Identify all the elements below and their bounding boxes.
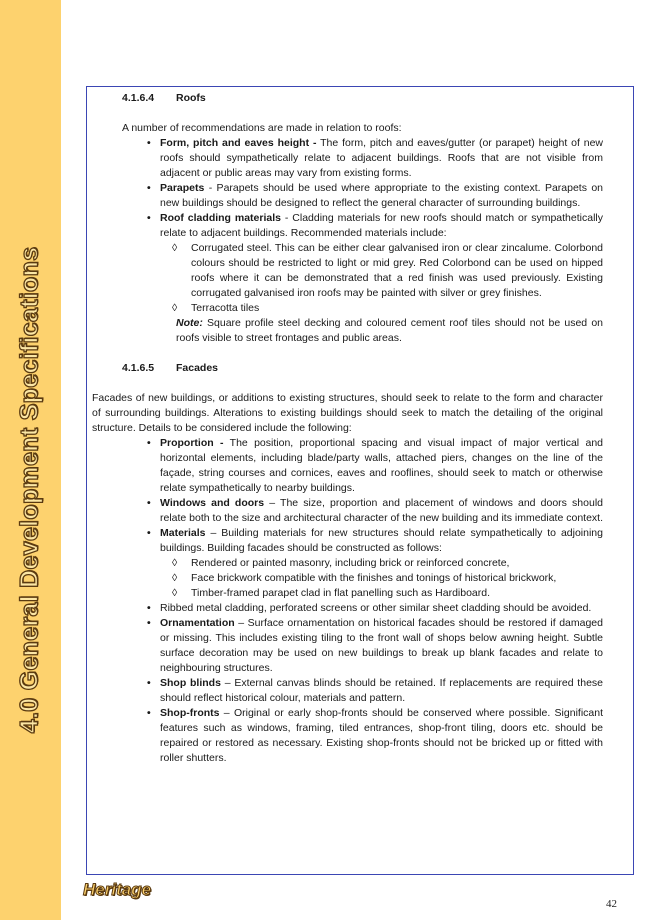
list-item: • Ribbed metal cladding, perforated screens or other similar sheet cladding should be avoided. <box>147 602 592 614</box>
list-item: • Parapets - Parapets should be used where appropriate to the existing context. Parapets on new buildings should be designed to reflect the general character of surrounding buildings. <box>147 182 603 209</box>
roofs-intro: A number of recommendations are made in relation to roofs: <box>122 122 402 134</box>
roofs-list <box>114 136 603 316</box>
list-item: ◊ Face brickwork compatible with the finishes and tonings of historical brickwork, <box>172 572 557 584</box>
heritage-logo: Heritage <box>83 880 152 899</box>
list-item: • Form, pitch and eaves height - The form, pitch and eaves/gutter (or parapet) height of new roofs should sympathetically relate to adjacent buildings. Roofs that are not visible from adjacent or public areas may vary from existing forms. <box>147 137 603 179</box>
list-item: ◊ Terracotta tiles <box>172 302 260 314</box>
list-item: • Materials – Building materials for new structures should relate sympathetically to adjoining buildings. Building facades should be constructed as follows: ◊ Rendered or painted masonry, including brick or reinforced concrete, ◊ Face brickwork compatible with the finishes and tonings of historical brickwork, ◊ Timber-framed parapet clad in flat panelling such as Hardiboard. <box>147 527 603 599</box>
facades-intro: Facades of new buildings, or additions to existing structures, should seek to relate to the form and character of surrounding buildings. Alterations to existing buildings should seek to match the detailing of the original structure. Details to be considered include the following: <box>92 392 603 434</box>
list-item: • Windows and doors – The size, proportion and placement of windows and doors should relate both to the size and architectural character of the new building and its immediate context. <box>147 497 603 524</box>
page-content <box>92 91 603 766</box>
roofs-note: Note: Square profile steel decking and coloured cement roof tiles should not be used on roofs visible to street frontages and public areas. <box>176 317 603 344</box>
section-sidebar <box>0 0 61 920</box>
roofs-heading-number: 4.1.6.4 <box>122 92 155 104</box>
facades-list <box>114 436 603 766</box>
list-item: ◊ Corrugated steel. This can be either clear galvanised iron or clear zincalume. Colorbond colours should be restricted to light or mid grey. Red Colorbond can be used on hipped roofs where it can be demonstrated that a red finish was used previously. Existing corrugated galvanised iron roofs may be painted with silver or grey finishes. <box>172 242 603 299</box>
roofs-heading <box>114 91 603 106</box>
list-item: • Shop blinds – External canvas blinds should be retained. If replacements are required these should reflect historical colour, materials and pattern. <box>147 677 603 704</box>
facades-heading-number: 4.1.6.5 <box>122 362 155 374</box>
list-item: • Proportion - The position, proportional spacing and visual impact of major vertical and horizontal elements, including blade/party walls, attached piers, changes on the line of the façade, string courses and cornices, eaves and rooflines, should seek to match or otherwise relate sympathetically to nearby buildings. <box>147 437 603 494</box>
list-item: ◊ Rendered or painted masonry, including brick or reinforced concrete, <box>172 557 510 569</box>
roof-materials-list <box>160 241 603 316</box>
list-item: ◊ Timber-framed parapet clad in flat panelling such as Hardiboard. <box>172 587 491 599</box>
list-item: • Shop-fronts – Original or early shop-fronts should be conserved where possible. Significant features such as windows, framing, tiled entrances, shop-front tiling, doors etc. should be repaired or restored as necessary. Existing shop-fronts should not be bricked up or fitted with roller shutters. <box>147 707 603 764</box>
list-item: • Roof cladding materials - Cladding materials for new roofs should match or sympathetically relate to adjacent buildings. Recommended materials include: ◊ Corrugated steel. This can be either clear galvanised iron or clear zincalume. Colorbond colours should be restricted to light or mid grey. Red Colorbond can be used on hipped roofs where it can be demonstrated that a red finish was used previously. Existing corrugated galvanised iron roofs may be painted with silver or grey finishes. ◊ Terracotta tiles <box>147 212 603 314</box>
sidebar-title: 4.0 General Development Specifications <box>15 246 44 734</box>
page-number: 42 <box>606 898 617 910</box>
facades-heading <box>114 361 603 376</box>
facade-materials-list <box>160 556 603 601</box>
facades-heading-title: Facades <box>176 362 219 374</box>
roofs-heading-title: Roofs <box>176 92 206 104</box>
list-item: • Ornamentation – Surface ornamentation on historical facades should be restored if damaged or missing. This includes existing tiling to the front wall of shops below awning height. Subtle surface decoration may be used on new buildings to break up blank facades and relate to neighbouring structures. <box>147 617 603 674</box>
